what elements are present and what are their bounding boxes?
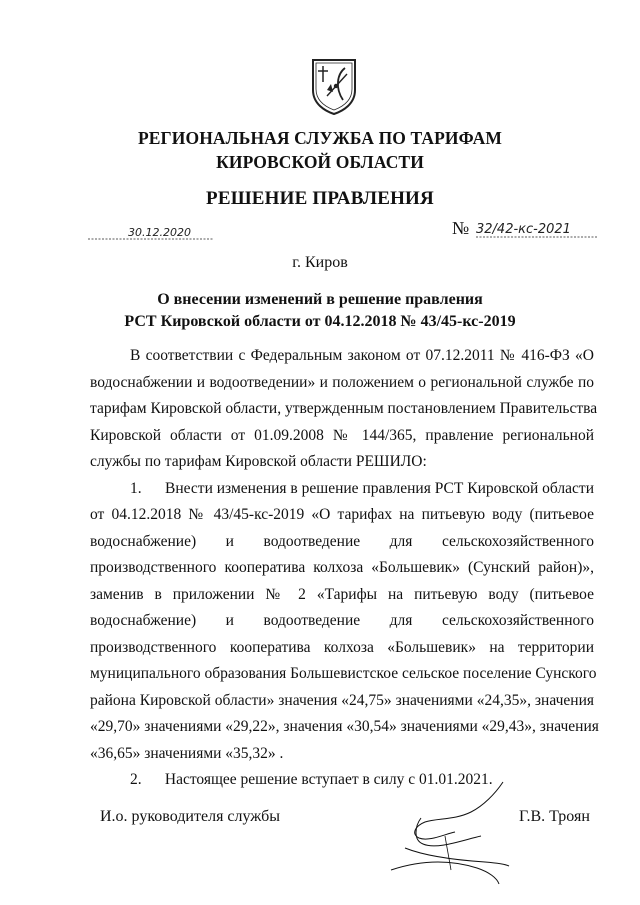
city: г. Киров [292, 254, 348, 271]
signatory-role: И.о. руководителя службы [100, 808, 281, 825]
preamble-line: службы по тарифам Кировской области РЕШИЛО: [90, 453, 427, 470]
subject-line1: О внесении изменений в решение правления [157, 291, 483, 308]
item1-line: производственного кооператива колхоза «Большевик» (Сунский район)», [90, 559, 594, 576]
item1-line: от 04.12.2018 № 43/45-кс-2019 «О тарифах на питьевую воду (питьевое [90, 506, 594, 523]
item1-line: водоснабжение) и водоотведение для сельскохозяйственного [90, 532, 594, 550]
number-label: № [452, 218, 470, 238]
item1-line: «36,65» значениями «35,32» . [90, 744, 284, 762]
date-handwritten-text: 30.12.2020 [128, 226, 191, 239]
subject-line2: РСТ Кировской области от 04.12.2018 № 43/45-кс-2019 [124, 313, 516, 330]
org-name-line1: РЕГИОНАЛЬНАЯ СЛУЖБА ПО ТАРИФАМ [137, 128, 502, 148]
item1-line: заменив в приложении № 2 «Тарифы на питьевую воду (питьевое [90, 585, 594, 603]
preamble-line: водоснабжении и водоотведении» и положением о региональной службе по [90, 373, 594, 391]
number-handwritten-text: 32/42-кс-2021 [476, 222, 571, 237]
preamble-line: Кировской области от 01.09.2008 № 144/365, правление региональной [90, 426, 594, 444]
handwritten-number [474, 216, 600, 242]
item1-line: производственного кооператива колхоза «Большевик» на территории [90, 638, 594, 656]
preamble-line: В соответствии с Федеральным законом от 07.12.2011 № 416-ФЗ «О [130, 347, 594, 364]
item1-line: водоснабжение) и водоотведение для сельскохозяйственного [90, 612, 594, 629]
item1-line: «29,70» значениями «29,22», значения «30,54» значениями «29,43», значения [90, 718, 599, 735]
item2-line: 2. Настоящее решение вступает в силу с 01.01.2021. [130, 771, 493, 788]
document-title: РЕШЕНИЕ ПРАВЛЕНИЯ [206, 188, 434, 209]
item1-line: 1. Внести изменения в решение правления РСТ Кировской области [130, 479, 594, 497]
handwritten-signature-icon [385, 778, 530, 890]
preamble-line: тарифам Кировской области, утвержденным постановлением Правительства [90, 400, 598, 417]
item1-line: района Кировской области» значения «24,75» значениями «24,35», значения [90, 691, 594, 709]
signatory-name: Г.В. Троян [519, 808, 590, 825]
kirov-region-coat-of-arms-icon [309, 56, 359, 116]
item1-line: муниципального образования Большевистское сельское поселение Сунского [90, 665, 597, 682]
handwritten-date [86, 222, 216, 244]
org-name-line2: КИРОВСКОЙ ОБЛАСТИ [216, 152, 424, 172]
